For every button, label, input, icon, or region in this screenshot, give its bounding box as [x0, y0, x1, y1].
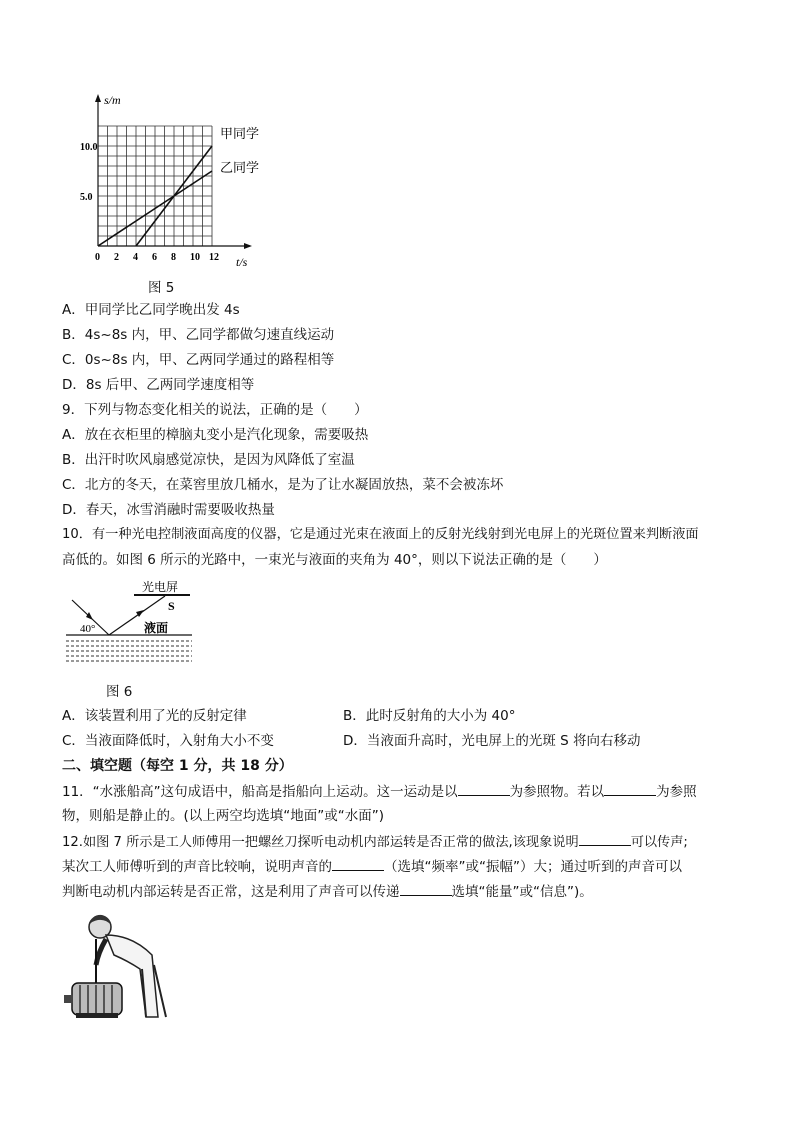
x-tick-label: 8: [171, 252, 176, 263]
angle-label: 40°: [80, 623, 96, 635]
x-tick-label: 12: [209, 252, 219, 263]
q12-line2: [62, 856, 682, 877]
y-tick-label: 10.0: [80, 142, 98, 153]
q9-option-b: B．出汗时吹风扇感觉凉快，是因为风降低了室温: [62, 452, 355, 468]
q12-text-4: （选填“频率”或“振幅”）大；通过听到的声音可以: [384, 859, 682, 875]
q10-stem-line1: 10．有一种光电控制液面高度的仪器，它是通过光束在液面上的反射光线射到光电屏上的光斑位置来判断液面: [62, 527, 699, 542]
figure6-caption: 图 6: [106, 684, 133, 700]
q8-option-a: A．甲同学比乙同学晚出发 4s: [62, 302, 240, 318]
q12-text-6: 选填“能量”或“信息”)。: [451, 884, 593, 900]
q10-stem-line2: 高低的。如图 6 所示的光路中，一束光与液面的夹角为 40°，则以下说法正确的是（ ）: [62, 552, 607, 568]
q11-text-2: 为参照物。若以: [509, 784, 605, 800]
legend-yi: 乙同学: [220, 160, 260, 175]
q8-option-c: C．0s~8s 内，甲、乙两同学通过的路程相等: [62, 352, 335, 368]
liquid-hatching: [66, 641, 192, 661]
q12-text-5: 判断电动机内部运转是否正常，这是利用了声音可以传递: [62, 884, 400, 900]
section2-title: 二、填空题（每空 1 分，共 18 分）: [62, 758, 293, 774]
q11-line2: 物，则船是静止的。(以上两空均选填“地面”或“水面”): [62, 808, 385, 824]
q12-blank-1[interactable]: [579, 831, 631, 846]
y-axis-arrow: [95, 94, 101, 102]
q12-line3: [62, 881, 593, 902]
figure7-illustration: [62, 905, 182, 1025]
q9-stem: 9．下列与物态变化相关的说法，正确的是（ ）: [62, 402, 368, 418]
q11-text-3: 为参照: [656, 784, 697, 800]
x-tick-label: 10: [190, 252, 200, 263]
q10-option-c: C．当液面降低时，入射角大小不变: [62, 733, 274, 749]
q11-blank-2[interactable]: [604, 781, 656, 796]
incident-ray-arrow: [86, 612, 93, 620]
x-tick-label: 4: [133, 252, 138, 263]
x-axis-arrow: [244, 243, 252, 249]
q12-text-2: 可以传声;: [630, 835, 688, 850]
q12-line1: [62, 831, 688, 853]
worker-arm: [96, 939, 106, 965]
q9-option-a: A．放在衣柜里的樟脑丸变小是汽化现象，需要吸热: [62, 427, 369, 443]
q11-blank-1[interactable]: [458, 781, 510, 796]
figure5-chart: [80, 88, 280, 270]
q12-text-1: 12.如图 7 所示是工人师傅用一把螺丝刀探听电动机内部运转是否正常的做法,该现象说明: [62, 835, 579, 850]
q11-line1: [62, 781, 697, 802]
liquid-label: 液面: [144, 621, 169, 635]
q10-option-d: D．当液面升高时，光电屏上的光斑 S 将向右移动: [343, 733, 641, 749]
x-axis-label: t/s: [236, 255, 248, 269]
chart-grid: [98, 126, 212, 246]
q9-option-c: C．北方的冬天，在菜窖里放几桶水，是为了让水凝固放热，菜不会被冻坏: [62, 477, 504, 493]
motor-shaft: [64, 995, 73, 1003]
x-tick-label: 0: [95, 252, 100, 263]
q10-option-a: A．该装置利用了光的反射定律: [62, 708, 247, 724]
q9-option-d: D．春天，冰雪消融时需要吸收热量: [62, 502, 275, 518]
x-tick-label: 6: [152, 252, 157, 263]
q8-option-d: D．8s 后甲、乙两同学速度相等: [62, 377, 255, 393]
figure5-caption: 图 5: [148, 280, 175, 296]
motor-base: [76, 1013, 118, 1018]
q11-text-1: 11．“水涨船高”这句成语中，船高是指船向上运动。这一运动是以: [62, 784, 458, 800]
y-axis-label: s/m: [104, 93, 121, 107]
figure6-diagram: [64, 578, 204, 670]
legend-jia: 甲同学: [220, 126, 260, 141]
q8-option-b: B．4s~8s 内，甲、乙同学都做匀速直线运动: [62, 327, 335, 343]
q10-option-b: B．此时反射角的大小为 40°: [343, 708, 516, 724]
q12-text-3: 某次工人师傅听到的声音比较响，说明声音的: [62, 859, 332, 875]
q12-blank-3[interactable]: [400, 881, 452, 896]
screen-label: 光电屏: [142, 580, 179, 594]
y-tick-label: 5.0: [80, 192, 93, 203]
x-tick-label: 2: [114, 252, 119, 263]
q12-blank-2[interactable]: [332, 856, 384, 871]
spot-label: S: [168, 599, 175, 613]
